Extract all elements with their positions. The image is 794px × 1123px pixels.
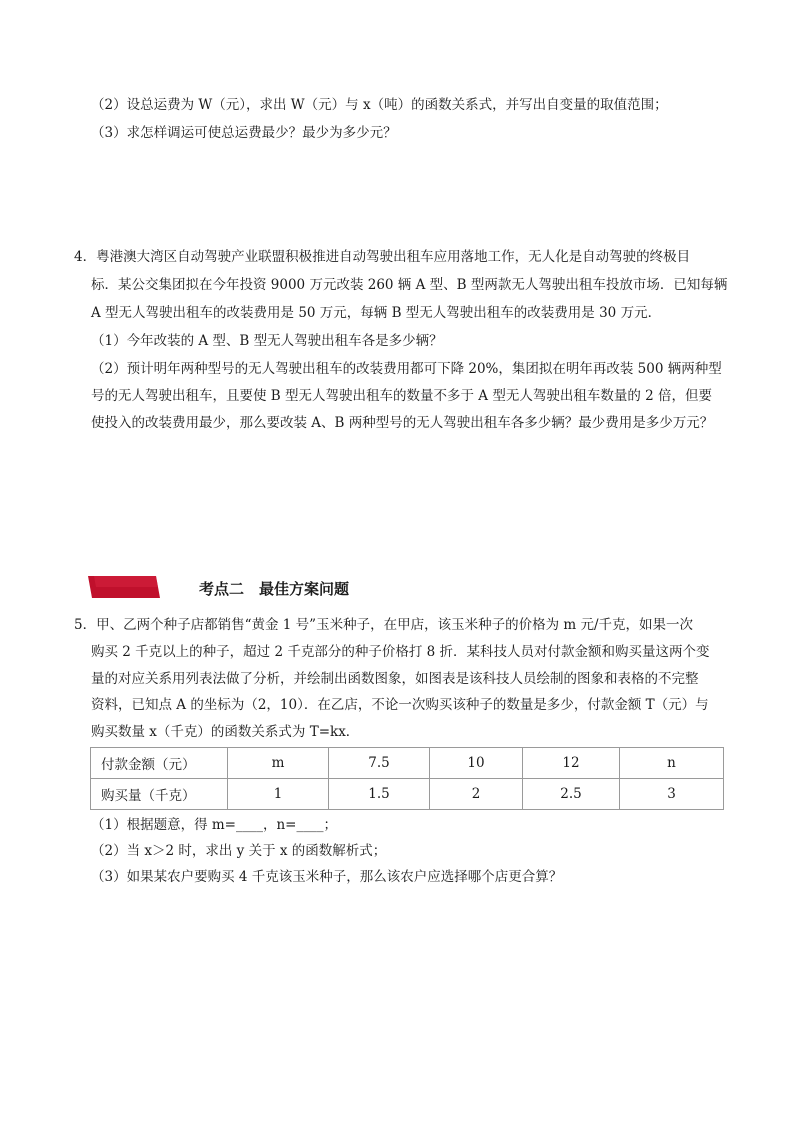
table-cell: 3 xyxy=(620,779,724,810)
q5-line3: 量的对应关系用列表法做了分析，并绘制出函数图象，如图表是该科技人员绘制的图象和表格的不完整 xyxy=(91,671,699,687)
table-cell: 1.5 xyxy=(329,779,430,810)
q5-line1: 5．甲、乙两个种子店都销售“黄金 1 号”玉米种子，在甲店，该玉米种子的价格为 m 元/千克，如果一次 xyxy=(74,617,693,633)
table-cell: m xyxy=(228,748,329,779)
q4-part1: （1）今年改装的 A 型、B 型无人驾驶出租车各是多少辆？ xyxy=(91,333,443,349)
q4-line2: 标．某公交集团拟在今年投资 9000 万元改装 260 辆 A 型、B 型两款无人驾驶出租车投放市场．已知每辆 xyxy=(91,277,728,293)
q5-part2: （2）当 x＞2 时，求出 y 关于 x 的函数解析式； xyxy=(91,843,387,859)
table-cell: 2 xyxy=(430,779,523,810)
q4-part2a: （2）预计明年两种型号的无人驾驶出租车的改装费用都可下降 20%，集团拟在明年再改装 500 辆两种型 xyxy=(91,361,722,377)
table-cell: 2.5 xyxy=(523,779,620,810)
q4-line1: 4．粤港澳大湾区自动驾驶产业联盟积极推进自动驾驶出租车应用落地工作，无人化是自动驾驶的终极目 xyxy=(74,249,691,265)
q5-line4: 资料，已知点 A 的坐标为（2，10）．在乙店，不论一次购买该种子的数量是多少，付款金额 T（元）与 xyxy=(91,697,709,713)
table-cell: 购买量（千克） xyxy=(91,779,228,810)
q5-part1: （1）根据题意，得 m=____，n=____； xyxy=(91,817,337,833)
data-table xyxy=(90,747,724,810)
table-row xyxy=(91,748,724,779)
table-cell: 10 xyxy=(430,748,523,779)
q5-line2: 购买 2 千克以上的种子，超过 2 千克部分的种子价格打 8 折．某科技人员对付款金额和购买量这两个变 xyxy=(91,644,710,660)
table-cell: 7.5 xyxy=(329,748,430,779)
section-banner-shape xyxy=(88,576,160,598)
table-cell: 付款金额（元） xyxy=(91,748,228,779)
q5-part3: （3）如果某农户要购买 4 千克该玉米种子，那么该农户应选择哪个店更合算？ xyxy=(91,869,563,885)
table-row xyxy=(91,779,724,810)
section-title: 考点二 最佳方案问题 xyxy=(199,580,350,598)
q3-part3: （3）求怎样调运可使总运费最少？最少为多少元？ xyxy=(91,125,397,141)
q4-part2c: 使投入的改装费用最少，那么要改装 A、B 两种型号的无人驾驶出租车各多少辆？最少费用是多少万元？ xyxy=(91,415,714,431)
table-cell: 1 xyxy=(228,779,329,810)
section-header xyxy=(88,576,488,600)
table-cell: n xyxy=(620,748,724,779)
q4-part2b: 号的无人驾驶出租车，且要使 B 型无人驾驶出租车的数量不多于 A 型无人驾驶出租车数量的 2 倍，但要 xyxy=(91,388,713,404)
q3-part2: （2）设总运费为 W（元），求出 W（元）与 x（吨）的函数关系式，并写出自变量的取值范围； xyxy=(91,97,668,113)
q5-line5: 购买数量 x（千克）的函数关系式为 T=kx． xyxy=(91,724,360,740)
q4-line3: A 型无人驾驶出租车的改装费用是 50 万元，每辆 B 型无人驾驶出租车的改装费用是 30 万元． xyxy=(91,305,662,321)
table-cell: 12 xyxy=(523,748,620,779)
